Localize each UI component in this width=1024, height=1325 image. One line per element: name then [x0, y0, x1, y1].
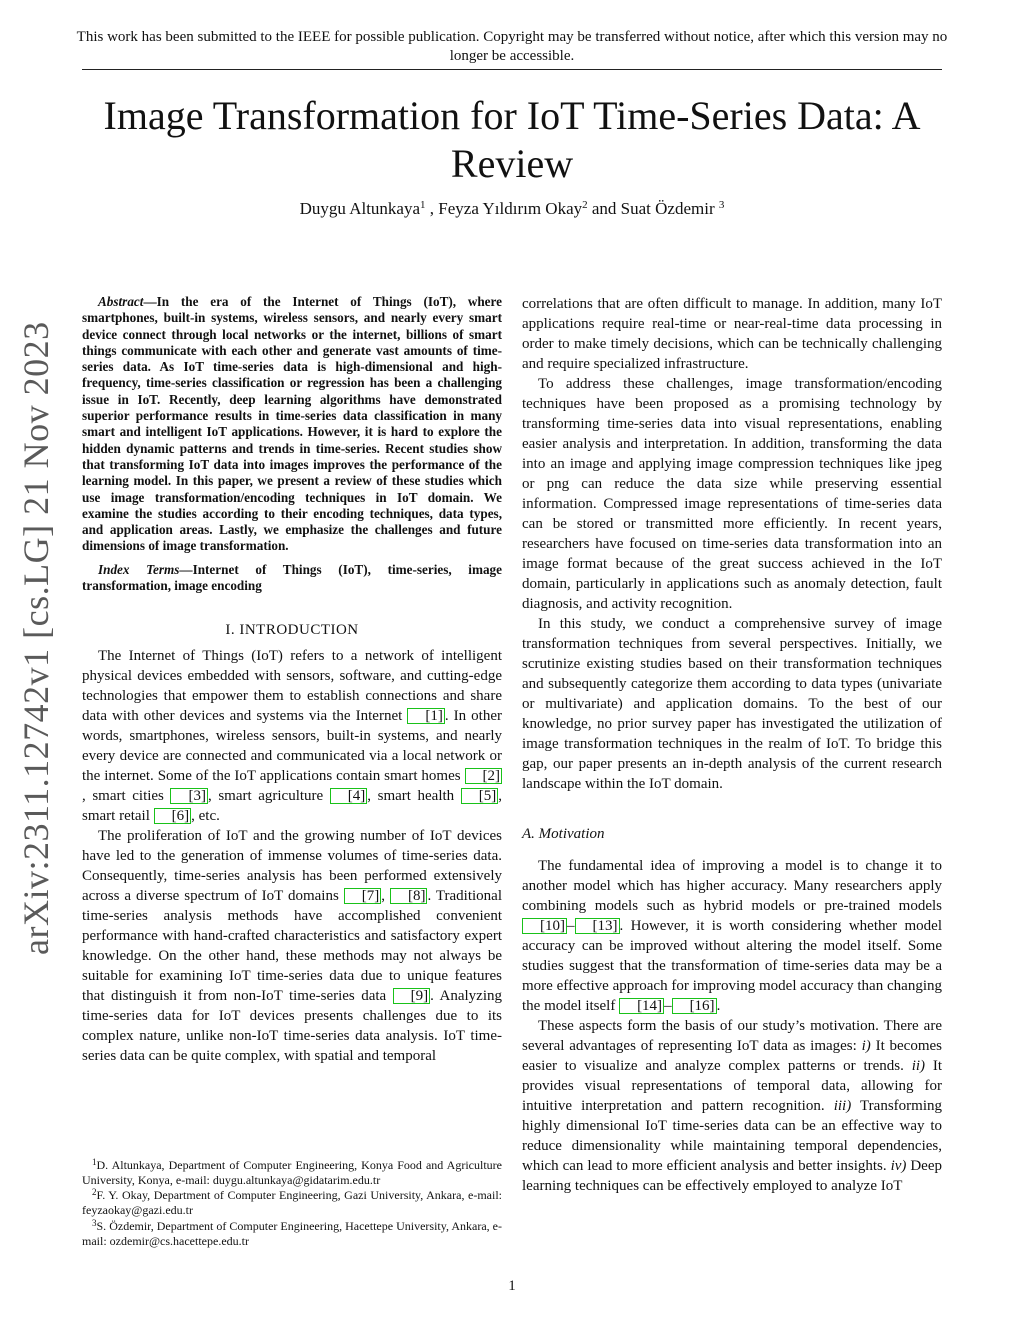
author-1: Duygu Altunkaya	[299, 199, 421, 218]
arxiv-identifier: arXiv:2311.12742v1 [cs.LG] 21 Nov 2023	[16, 321, 56, 955]
author-3-mark: 3	[718, 199, 725, 211]
intro-paragraph-2-continued: correlations that are often difficult to manage. In addition, many IoT applications require real-time or near-real-time data processing in order to make timely decisions, which can be technically challenging and require specialized infrastructure.	[522, 296, 942, 372]
motivation-paragraph-2: These aspects form the basis of our study’s motivation. There are several advantages of representing IoT data as images: i) It becomes easier to visualize and analyze complex patterns or trends. ii) It provides visual representations of temporal data, allowing for intuitive interpretation and pattern recognition. iii) Transforming highly dimensional IoT time-series data can be an effective way to reduce dimensionality while maintaining temporal dependencies, which can lead to more efficient analysis and better insights. iv) Deep learning techniques can be effectively employed to analyze IoT	[522, 1018, 943, 1194]
footnote-1: $^1$D. Altunkaya, Department of Computer Engineering, Konya Food and Agriculture University, Konya, e-mail: duygu.altunkaya@gidatarim.edu.tr	[82, 1157, 502, 1187]
citation-link[interactable]: [4]	[330, 788, 368, 804]
footnote-2: $^2$F. Y. Okay, Department of Computer Engineering, Gazi University, Ankara, e-mail: feyzaokay@gazi.edu.tr	[82, 1187, 502, 1218]
author-1-mark: 1	[420, 199, 426, 211]
author-sep-1: ,	[425, 199, 439, 218]
citation-link[interactable]: [5]	[461, 788, 499, 804]
intro-paragraph-4: In this study, we conduct a comprehensive survey of image transformation techniques from several perspectives. Initially, we scrutinize existing studies based on their transformation techniques and subsequently categorize them according to data types (univariate or multivariate) and application domains. To the best of our knowledge, no prior survey paper has investigated the utilization of image transformation techniques in the realm of IoT. To bridge this gap, our paper presents an in-depth analysis of the current research landscape within the IoT domain.	[522, 616, 942, 792]
citation-link[interactable]: [13]	[575, 918, 620, 934]
citation-link[interactable]: [8]	[390, 888, 428, 904]
intro-paragraph-2: The proliferation of IoT and the growing number of IoT devices have led to the generation of immense volumes of time-series data. Consequently, time-series analysis has been performed extensively across a diverse spectrum of IoT domains [7] , [8] . Traditional time-series analysis methods have accomplished convenient performance with hand-crafted characteristics and satisfactory expert knowledge. On the other hand, these methods may not always be suitable for examining IoT time-series data due to unique features that distinguish it from non-IoT time-series data [9] . Analyzing time-series data for IoT devices presents challenges due to its complex nature, unlike non-IoT time-series data analysis. IoT time-series data can be quite complex, with spatial and temporal	[82, 828, 503, 1065]
author-3: Suat Özdemir	[620, 199, 719, 218]
intro-paragraph-1: The Internet of Things (IoT) refers to a network of intelligent physical devices embedded with sensors, software, and cutting-edge technologies that empower them to establish connections and share data with other devices and systems via the Internet [1] . In other words, smartphones, wireless sensors, built-in systems, and nearly every device are connected and communicated via a local network or the internet. Some of the IoT applications contain smart homes [2], smart cities [3] , smart agriculture [4] , smart health [5] , smart retail [6] , etc.	[82, 648, 503, 825]
list-marker: iv)	[890, 1158, 907, 1174]
page-number: 1	[508, 1278, 516, 1294]
index-terms-text: —Internet of Things (IoT), time-series, image transformation, image encoding	[82, 561, 502, 594]
citation-link[interactable]: [3]	[170, 788, 208, 804]
list-marker: i)	[861, 1038, 871, 1054]
copyright-notice: This work has been submitted to the IEEE for possible publication. Copyright may be transferred without notice, after which this version may no longer be accessible.	[76, 29, 948, 64]
section-heading-introduction: I. INTRODUCTION	[225, 622, 359, 639]
left-column	[82, 294, 502, 1066]
header-rule	[82, 69, 942, 70]
citation-link[interactable]: [7]	[344, 888, 382, 904]
abstract-label: Abstract	[98, 294, 144, 309]
citation-link[interactable]: [16]	[672, 998, 717, 1014]
author-line	[62, 198, 962, 220]
right-column	[522, 294, 942, 1196]
citation-link[interactable]: [6]	[154, 808, 192, 824]
paper-title: Image Transformation for IoT Time-Series Data: A Review	[103, 93, 921, 186]
list-marker: ii)	[911, 1058, 926, 1074]
abstract	[82, 294, 502, 555]
motivation-paragraph-1: The fundamental idea of improving a model is to change it to another model which has higher accuracy. Many researchers apply combining models such as hybrid models or pre-trained models [10] – [13] . However, it is worth considering whether model accuracy can be improved without altering the model itself. Some studies suggest that the transformation of time-series data may be a more effective approach for improving model accuracy than changing the model itself [14] – [16] .	[522, 858, 942, 1014]
intro-paragraph-3: To address these challenges, image transformation/encoding techniques have been proposed as a promising technology by transforming time-series data into visual representations, enabling easier analysis and interpretation. In addition, transforming the data into an image and applying image compression techniques like jpeg or png can reduce the data size while preserving essential information. Compressed image representations of time-series data can be stored or transmitted more efficiently. In recent years, researchers have focused on time-series data transformation into an image format because of the great success achieved in the IoT domain, particularly in applications such as anomaly detection, fault diagnosis, and activity recognition.	[522, 376, 942, 612]
author-2-mark: 2	[582, 199, 588, 211]
author-2: Feyza Yıldırım Okay	[438, 199, 583, 218]
author-sep-2: and	[587, 199, 621, 218]
index-terms	[82, 562, 502, 595]
citation-link[interactable]: [14]	[619, 998, 664, 1014]
index-terms-label: Index Terms	[98, 561, 180, 577]
citation-link[interactable]: [1]	[407, 708, 445, 724]
footnote-3: $^3$S. Özdemir, Department of Computer Engineering, Hacettepe University, Ankara, e-mail: ozdemir@cs.hacettepe.edu.tr	[82, 1217, 502, 1248]
citation-link[interactable]: [2]	[465, 768, 503, 784]
citation-link[interactable]: [9]	[393, 988, 431, 1004]
citation-link[interactable]: [10]	[522, 918, 567, 934]
list-marker: iii)	[833, 1098, 852, 1114]
footnotes	[82, 1158, 502, 1249]
subsection-heading-motivation: A. Motivation	[522, 826, 605, 842]
abstract-text: —In the era of the Internet of Things (IoT), where smartphones, built-in systems, wireless sensors, and nearly every smart device connect through local networks or the internet, billions of smart things communicate with each other and generate vast amounts of time-series data. As IoT time-series data is high-dimensional and high-frequency, time-series classification or regression has been a challenging issue in IoT. Recently, deep learning algorithms have demonstrated superior performance results in time-series data classification in many smart and intelligent IoT applications. However, it is hard to explore the hidden dynamic patterns and trends in time-series. Recent studies show that transforming IoT data into images improves the performance of the learning model. In this paper, we present a review of these studies which use image transformation/encoding techniques in IoT domain. We examine the studies according to their encoding techniques, data types, and application areas. Lastly, we emphasize the challenges and future dimensions of image transformation.	[82, 294, 502, 554]
